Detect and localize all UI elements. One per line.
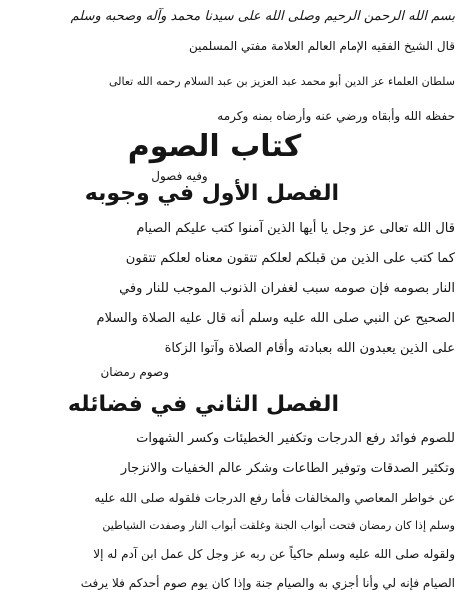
chapter-2-line-6: الصيام فإنه لي وأنا أجزي به والصيام جنة وإذا كان يوم صوم أحدكم فلا يرفث [80, 576, 455, 590]
chapter-1-line-1: قال الله تعالى عز وجل يا أيها الذين آمنوا كتب عليكم الصيام [136, 221, 455, 236]
chapter-2-line-4: وسلم إذا كان رمضان فتحت أبواب الجنة وغلقت أبواب النار وصفدت الشياطين [102, 519, 455, 532]
chapter-1-title: الفصل الأول في وجوبه [84, 181, 339, 206]
chapter-1-line-2: كما كتب على الذين من قبلكم لعلكم تتقون معناه لعلكم تتقون [125, 251, 455, 266]
chapter-1-line-5: على الذين يعبدون الله بعبادته وأقام الصلاة وآتوا الزكاة [164, 341, 455, 356]
chapter-2-title: الفصل الثاني في فضائله [67, 392, 339, 417]
chapter-1-line-4: الصحيح عن النبي صلى الله عليه وسلم أنه قال عليه الصلاة والسلام [96, 311, 455, 326]
chapter-2-line-2: وتكثير الصدقات وتوفير الطاعات وشكر عالم الخفيات والانزجار [120, 461, 455, 476]
basmala-line: بسم الله الرحمن الرحيم وصلى الله على سيدنا محمد وآله وصحبه وسلم [70, 9, 455, 24]
intro-line-1: قال الشيخ الفقيه الإمام العالم العلامة مفتي المسلمين [188, 39, 455, 53]
book-subtitle: وفيه فصول [151, 169, 208, 183]
chapter-1-line-3: النار بصومه فإن صومه سبب لغفران الذنوب الموجب للنار وفي [119, 281, 455, 296]
chapter-2-line-5: ولقوله صلى الله عليه وسلم حاكياً عن ربه عز وجل كل عمل ابن آدم له إلا [93, 547, 455, 561]
chapter-2-line-3: عن خواطر المعاصي والمخالفات فأما رفع الدرجات فلقوله صلى الله عليه [94, 491, 455, 505]
chapter-2-line-1: للصوم فوائد رفع الدرجات وتكفير الخطيئات وكسر الشهوات [136, 431, 455, 446]
chapter-1-line-6: وصوم رمضان [100, 365, 169, 379]
book-title: كتاب الصوم [127, 129, 302, 164]
intro-line-2: سلطان العلماء عز الدين أبو محمد عبد العزيز بن عبد السلام رحمه الله تعالى [109, 75, 455, 88]
intro-line-3: حفظه الله وأبقاه ورضي عنه وأرضاه بمنه وكرمه [217, 109, 455, 123]
